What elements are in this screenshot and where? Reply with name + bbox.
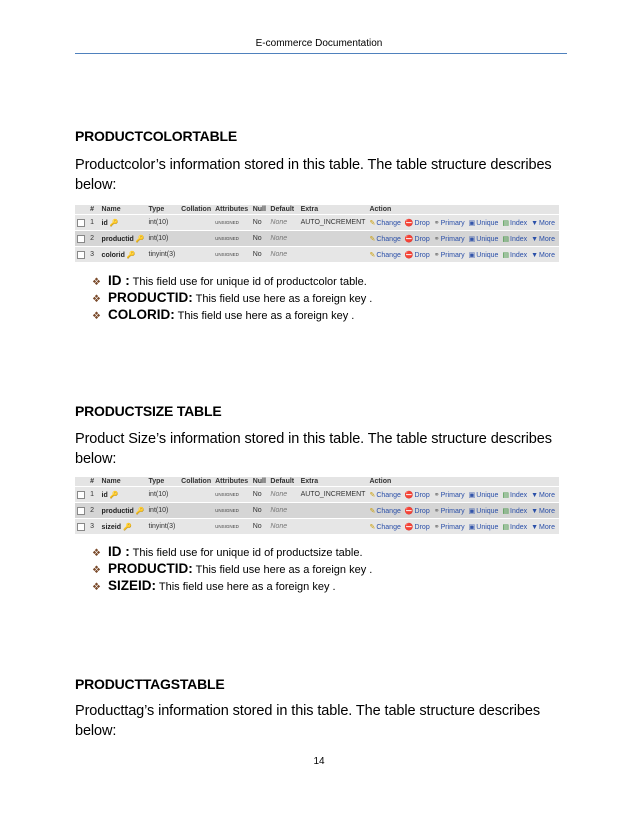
more-action[interactable]: ▼More xyxy=(531,219,555,227)
column-header: Collation xyxy=(179,205,213,215)
field-name: sizeid xyxy=(101,523,121,531)
table-row xyxy=(75,215,559,231)
row-number: 1 xyxy=(88,215,99,231)
column-header: Action xyxy=(367,477,559,487)
unique-action[interactable]: ▣Unique xyxy=(468,507,499,515)
drop-icon: ⛔ xyxy=(404,507,414,515)
list-item xyxy=(92,578,372,595)
field-term: COLORID: xyxy=(108,307,175,322)
column-header: Attributes xyxy=(213,205,251,215)
drop-icon: ⛔ xyxy=(404,523,414,531)
primary-action[interactable]: ⚭Primary xyxy=(433,251,465,259)
field-null: No xyxy=(251,247,269,263)
row-actions xyxy=(367,519,559,535)
column-header: Extra xyxy=(299,477,368,487)
column-header: Name xyxy=(100,477,147,487)
drop-icon: ⛔ xyxy=(404,491,414,499)
field-desc: This field use here as a foreign key . xyxy=(195,293,373,305)
field-term: PRODUCTID: xyxy=(108,561,193,576)
column-header: Default xyxy=(268,205,298,215)
row-actions xyxy=(367,215,559,231)
row-number: 2 xyxy=(88,231,99,247)
section-heading: PRODUCTSIZE TABLE xyxy=(75,403,222,419)
key-icon: ⚭ xyxy=(433,251,440,259)
field-type: int(10) xyxy=(147,215,180,231)
pencil-icon: ✎ xyxy=(369,219,376,227)
more-action[interactable]: ▼More xyxy=(531,507,555,515)
key-icon: ⚭ xyxy=(433,219,440,227)
field-desc: This field use here as a foreign key . xyxy=(177,310,355,322)
field-desc: This field use for unique id of productsize table. xyxy=(132,547,363,559)
field-null: No xyxy=(251,487,269,503)
unique-action[interactable]: ▣Unique xyxy=(468,235,499,243)
chevron-down-icon: ▼ xyxy=(531,235,539,243)
field-type: int(10) xyxy=(147,487,180,503)
field-extra: AUTO_INCREMENT xyxy=(299,487,368,503)
bullet-icon: ❖ xyxy=(92,311,101,322)
more-action[interactable]: ▼More xyxy=(531,491,555,499)
field-type: int(10) xyxy=(147,231,180,247)
index-icon: ▤ xyxy=(502,219,510,227)
drop-icon: ⛔ xyxy=(404,251,414,259)
field-attributes: UNSIGNED xyxy=(213,487,251,503)
key-icon: 🔑 xyxy=(135,507,145,515)
section-description: Productcolor’s information stored in this table. The table structure describes below: xyxy=(75,157,552,193)
list-item xyxy=(92,307,372,324)
column-header: Collation xyxy=(179,477,213,487)
list-item xyxy=(92,273,372,290)
more-action[interactable]: ▼More xyxy=(531,523,555,531)
field-default: None xyxy=(268,231,298,247)
row-actions xyxy=(367,247,559,263)
key-icon: ⚭ xyxy=(433,235,440,243)
chevron-down-icon: ▼ xyxy=(531,219,539,227)
column-header: Type xyxy=(147,477,180,487)
primary-action[interactable]: ⚭Primary xyxy=(433,219,465,227)
index-icon: ▤ xyxy=(502,523,510,531)
field-default: None xyxy=(268,215,298,231)
index-icon: ▤ xyxy=(502,251,510,259)
field-name: id xyxy=(101,491,108,499)
field-collation xyxy=(179,503,213,519)
column-header: Action xyxy=(367,205,559,215)
unique-icon: ▣ xyxy=(468,219,476,227)
row-number: 3 xyxy=(88,519,99,535)
column-header: Type xyxy=(147,205,180,215)
section-description: Producttag’s information stored in this table. The table structure describes below: xyxy=(75,703,540,739)
drop-icon: ⛔ xyxy=(404,235,414,243)
change-action[interactable]: ✎Change xyxy=(369,507,401,515)
structure-table-productcolor xyxy=(75,205,559,262)
pencil-icon: ✎ xyxy=(369,491,376,499)
section-heading: PRODUCTTAGSTABLE xyxy=(75,676,225,692)
key-icon: ⚭ xyxy=(433,507,440,515)
unique-action[interactable]: ▣Unique xyxy=(468,219,499,227)
pencil-icon: ✎ xyxy=(369,523,376,531)
field-collation xyxy=(179,215,213,231)
field-collation xyxy=(179,487,213,503)
row-checkbox[interactable] xyxy=(77,251,85,259)
field-attributes: UNSIGNED xyxy=(213,247,251,263)
more-action[interactable]: ▼More xyxy=(531,251,555,259)
change-action[interactable]: ✎Change xyxy=(369,251,401,259)
list-item xyxy=(92,561,372,578)
drop-action[interactable]: ⛔Drop xyxy=(404,523,430,531)
pencil-icon: ✎ xyxy=(369,507,376,515)
list-item xyxy=(92,290,372,307)
field-null: No xyxy=(251,231,269,247)
unique-icon: ▣ xyxy=(468,507,476,515)
field-extra xyxy=(299,503,368,519)
field-attributes: UNSIGNED xyxy=(213,231,251,247)
bullet-icon: ❖ xyxy=(92,294,101,305)
column-header: # xyxy=(88,477,99,487)
primary-action[interactable]: ⚭Primary xyxy=(433,507,465,515)
bullet-icon: ❖ xyxy=(92,548,101,559)
table-row xyxy=(75,503,559,519)
field-collation xyxy=(179,231,213,247)
index-action[interactable]: ▤Index xyxy=(502,523,528,531)
pencil-icon: ✎ xyxy=(369,235,376,243)
primary-key-icon: 🔑 xyxy=(109,219,119,227)
field-term: ID : xyxy=(108,273,130,288)
drop-icon: ⛔ xyxy=(404,219,414,227)
field-extra xyxy=(299,247,368,263)
field-name: id xyxy=(101,219,108,227)
field-collation xyxy=(179,247,213,263)
field-collation xyxy=(179,519,213,535)
field-list xyxy=(92,544,372,595)
drop-action[interactable]: ⛔Drop xyxy=(404,491,430,499)
change-action[interactable]: ✎Change xyxy=(369,235,401,243)
row-number: 2 xyxy=(88,503,99,519)
field-type: tinyint(3) xyxy=(147,247,180,263)
row-actions xyxy=(367,487,559,503)
field-null: No xyxy=(251,215,269,231)
field-default: None xyxy=(268,247,298,263)
field-extra xyxy=(299,231,368,247)
page-header: E-commerce Documentation xyxy=(255,38,383,49)
row-checkbox[interactable] xyxy=(77,235,85,243)
column-header: Null xyxy=(251,205,269,215)
row-number: 1 xyxy=(88,487,99,503)
column-header: Name xyxy=(100,205,147,215)
bullet-icon: ❖ xyxy=(92,277,101,288)
index-icon: ▤ xyxy=(502,491,510,499)
unique-action[interactable]: ▣Unique xyxy=(468,523,499,531)
column-header: Default xyxy=(268,477,298,487)
unique-icon: ▣ xyxy=(468,523,476,531)
primary-key-icon: 🔑 xyxy=(109,491,119,499)
field-name: colorid xyxy=(101,251,125,259)
drop-action[interactable]: ⛔Drop xyxy=(404,235,430,243)
row-checkbox[interactable] xyxy=(77,523,85,531)
field-desc: This field use here as a foreign key . xyxy=(195,564,373,576)
index-icon: ▤ xyxy=(502,235,510,243)
primary-action[interactable]: ⚭Primary xyxy=(433,235,465,243)
field-extra: AUTO_INCREMENT xyxy=(299,215,368,231)
key-icon: 🔑 xyxy=(126,251,136,259)
drop-action[interactable]: ⛔Drop xyxy=(404,507,430,515)
field-type: int(10) xyxy=(147,503,180,519)
more-action[interactable]: ▼More xyxy=(531,235,555,243)
unique-icon: ▣ xyxy=(468,251,476,259)
index-action[interactable]: ▤Index xyxy=(502,491,528,499)
field-attributes: UNSIGNED xyxy=(213,503,251,519)
table-row xyxy=(75,247,559,263)
primary-action[interactable]: ⚭Primary xyxy=(433,523,465,531)
field-name: productid xyxy=(101,507,134,515)
unique-action[interactable]: ▣Unique xyxy=(468,491,499,499)
index-action[interactable]: ▤Index xyxy=(502,251,528,259)
table-row xyxy=(75,519,559,535)
header-divider xyxy=(75,53,567,54)
field-type: tinyint(3) xyxy=(147,519,180,535)
table-row xyxy=(75,487,559,503)
field-name: productid xyxy=(101,235,134,243)
change-action[interactable]: ✎Change xyxy=(369,523,401,531)
change-action[interactable]: ✎Change xyxy=(369,219,401,227)
chevron-down-icon: ▼ xyxy=(531,251,539,259)
key-icon: ⚭ xyxy=(433,491,440,499)
field-default: None xyxy=(268,503,298,519)
field-term: PRODUCTID: xyxy=(108,290,193,305)
chevron-down-icon: ▼ xyxy=(531,507,539,515)
index-action[interactable]: ▤Index xyxy=(502,235,528,243)
index-action[interactable]: ▤Index xyxy=(502,219,528,227)
field-default: None xyxy=(268,519,298,535)
field-attributes: UNSIGNED xyxy=(213,215,251,231)
field-null: No xyxy=(251,503,269,519)
index-action[interactable]: ▤Index xyxy=(502,507,528,515)
pencil-icon: ✎ xyxy=(369,251,376,259)
row-checkbox[interactable] xyxy=(77,507,85,515)
primary-action[interactable]: ⚭Primary xyxy=(433,491,465,499)
structure-table-productsize xyxy=(75,477,559,534)
row-number: 3 xyxy=(88,247,99,263)
column-header: Attributes xyxy=(213,477,251,487)
unique-icon: ▣ xyxy=(468,491,476,499)
field-extra xyxy=(299,519,368,535)
page-number: 14 xyxy=(313,756,325,767)
change-action[interactable]: ✎Change xyxy=(369,491,401,499)
table-header-row xyxy=(75,477,559,487)
field-desc: This field use here as a foreign key . xyxy=(158,581,336,593)
field-null: No xyxy=(251,519,269,535)
index-icon: ▤ xyxy=(502,507,510,515)
section-heading: PRODUCTCOLORTABLE xyxy=(75,128,237,144)
column-header: # xyxy=(88,205,99,215)
table-header-row xyxy=(75,205,559,215)
row-checkbox[interactable] xyxy=(77,491,85,499)
field-default: None xyxy=(268,487,298,503)
unique-action[interactable]: ▣Unique xyxy=(468,251,499,259)
table-row xyxy=(75,231,559,247)
key-icon: 🔑 xyxy=(135,235,145,243)
field-term: ID : xyxy=(108,544,130,559)
drop-action[interactable]: ⛔Drop xyxy=(404,219,430,227)
chevron-down-icon: ▼ xyxy=(531,491,539,499)
bullet-icon: ❖ xyxy=(92,582,101,593)
section-description: Product Size’s information stored in this table. The table structure describes below: xyxy=(75,431,552,467)
field-list xyxy=(92,273,372,324)
row-checkbox[interactable] xyxy=(77,219,85,227)
unique-icon: ▣ xyxy=(468,235,476,243)
drop-action[interactable]: ⛔Drop xyxy=(404,251,430,259)
list-item xyxy=(92,544,372,561)
chevron-down-icon: ▼ xyxy=(531,523,539,531)
field-desc: This field use for unique id of productcolor table. xyxy=(132,276,367,288)
row-actions xyxy=(367,231,559,247)
field-attributes: UNSIGNED xyxy=(213,519,251,535)
key-icon: ⚭ xyxy=(433,523,440,531)
column-header: Extra xyxy=(299,205,368,215)
row-actions xyxy=(367,503,559,519)
bullet-icon: ❖ xyxy=(92,565,101,576)
field-term: SIZEID: xyxy=(108,578,157,593)
column-header: Null xyxy=(251,477,269,487)
key-icon: 🔑 xyxy=(122,523,132,531)
